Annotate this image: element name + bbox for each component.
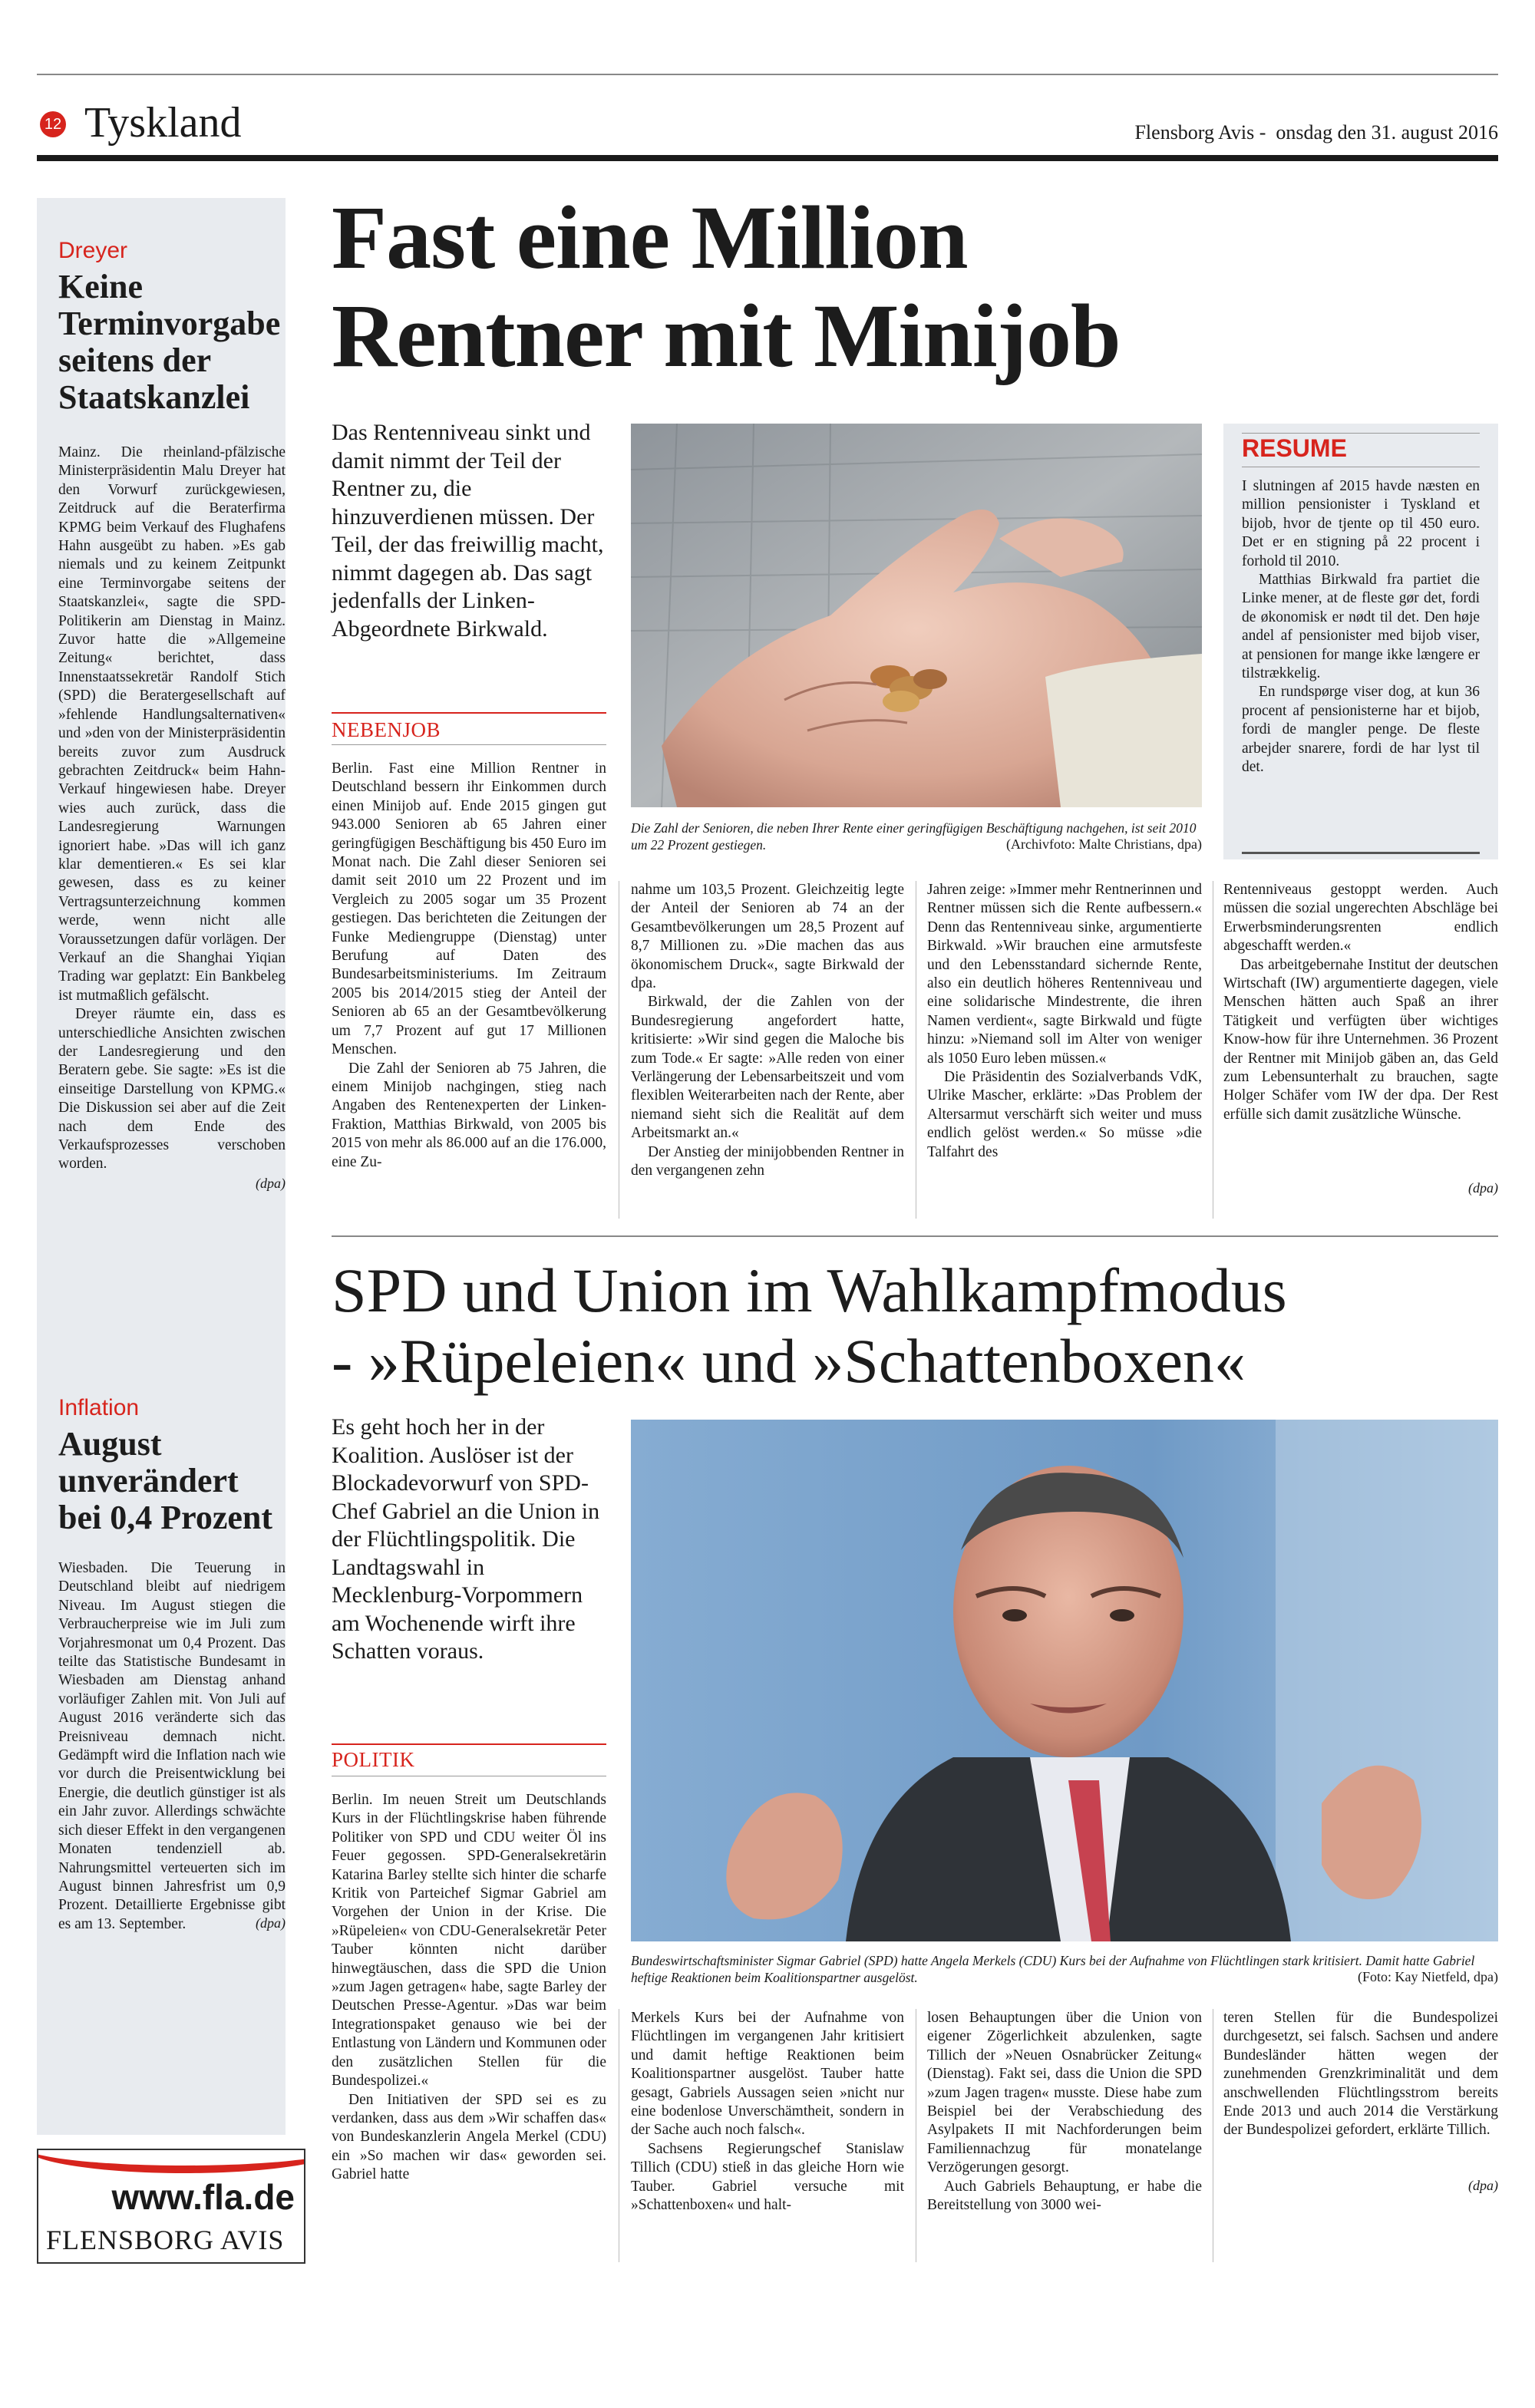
paragraph: Rentenniveaus gestoppt werden. Auch müssen die sozial ungerechten Abschläge bei Erwerbsminderungsrenten endlich abgeschafft werden.« bbox=[1223, 882, 1498, 955]
paragraph: Sachsens Regierungschef Stanislaw Tillich (CDU) stieß in das gleiche Horn wie Tauber. Gabriel versuche mit »Schattenboxen« und halt- bbox=[631, 2140, 904, 2214]
publication-date: Flensborg Avis - onsdag den 31. august 2016 bbox=[1134, 121, 1498, 143]
article-separator bbox=[332, 1235, 1498, 1237]
article1-rubric: NEBENJOB bbox=[332, 718, 441, 741]
page-number-badge bbox=[40, 111, 66, 137]
paragraph: Matthias Birkwald fra partiet die Linke mener, at de fleste gør det, fordi de økonomisk er nødt til det. Den høje andel af pensionister med bijob viser, at pensionen for mange ikke længere er tilstrækkelig. bbox=[1242, 572, 1480, 682]
coins-hand-photo bbox=[631, 424, 1202, 807]
resume-title: RESUME bbox=[1242, 434, 1347, 462]
photo2-caption: Bundeswirtschaftsminister Sigmar Gabriel (SPD) hatte Angela Merkels (CDU) Kurs bei der Aufnahme von Flüchtlingen stark kritisiert. Damit hatte Gabriel heftige Reaktionen beim Koalitionspartner ausgelöst. bbox=[631, 1953, 1475, 1985]
paragraph: Mainz. Die rheinland-pfälzische Ministerpräsidentin Malu Dreyer hat den Vorwurf zurückgewiesen, Zeitdruck auf die Beraterfirma KPMG beim Verkauf des Flughafens Hahn ausgeübt zu haben. »Es gab niemals und zu keinem Zeitpunkt eine Terminvorgabe seitens der Staatskanzlei«, sagte die SPD-Politikerin am Dienstag in Mainz. Zuvor hatte die »Allgemeine Zeitung« berichtet, dass Innenstaatssekretär Randolf Stich (SPD) die Beratergesellschaft auf »fehlende Handlungsalternativen« und »den von der Ministerpräsidentin bereits zuvor zum Ausdruck gebrachten Zeitdruck« beim Hahn-Verkauf hingewiesen habe. Dreyer wies auch zurück, dass die Landesregierung Warnungen ignoriert habe. »Das will ich ganz klar dementieren.« Es sei klar gewesen, dass es zu keiner Vertragsunterzeichnung kommen werde, wenn nicht alle Voraussetzungen dafür vorlägen. Der Verkauf an die Shanghai Yiqian Trading war geplatzt: Ein Bankbeleg ist mutmaßlich gefälscht. bbox=[58, 444, 286, 1004]
headline-line: Rentner mit Minijob bbox=[332, 285, 1121, 386]
paragraph: I slutningen af 2015 havde næsten en million pensionister i Tyskland et bijob, hvor de tjente op til 450 euro. Det er en stigning på 22 procent i forhold til 2010. bbox=[1242, 478, 1480, 569]
article1-col2 bbox=[631, 881, 904, 1181]
resume-bottom-rule bbox=[1242, 852, 1480, 854]
ad-url: www.fla.de bbox=[111, 2177, 295, 2217]
photo2-credit: (Foto: Kay Nietfeld, dpa) bbox=[1358, 1969, 1498, 1984]
article2-credit: (dpa) bbox=[1468, 2178, 1498, 2193]
body-dreyer bbox=[58, 444, 286, 1174]
paragraph: En rundspørge viser dog, at kun 36 procent af pensionisterne har et bijob, fordi de mangler penge. De fleste arbejder snarere, fordi de har lyst til det. bbox=[1242, 684, 1480, 776]
body-inflation bbox=[58, 1559, 286, 1934]
sidebar-article-inflation bbox=[58, 1395, 286, 1931]
paragraph: Den Initiativen der SPD sei es zu verdanken, dass aus dem »Wir schaffen das« von Bundeskanzlerin Angela Merkel (CDU) ein »So machen wir das« geworden sei. Gabriel hatte bbox=[332, 2091, 606, 2183]
headline-line: SPD und Union im Wahlkampfmodus bbox=[332, 1255, 1287, 1325]
paragraph: Wiesbaden. Die Teuerung in Deutschland bleibt auf niedrigem Niveau. Im August stiegen die Verbraucherpreise wie im Juli zum Vorjahresmonat um 0,4 Prozent. Das teilte das Statistische Bundesamt in Wiesbaden am Dienstag anhand vorläufiger Zahlen mit. Von Juli auf August 2016 veränderte sich das Preisniveau demnach nicht. Gedämpft wird die Inflation nach wie vor durch die Preisentwicklung bei Energie, die deutlich günstiger ist als ein Jahr zuvor. Allerdings schwächte sich dieser Effekt in den vergangenen Monaten tendenziell ab. Nahrungsmittel verteuerten sich im August binnen Jahresfrist um 0,9 Prozent. Detaillierte Ergebnisse gibt es am 13. September. bbox=[58, 1560, 286, 1932]
header-rule bbox=[37, 155, 1498, 161]
article1-col4 bbox=[1223, 881, 1498, 1124]
headline-dreyer: Keine Terminvorgabe seitens der Staatskanzlei bbox=[58, 268, 281, 416]
paragraph: Die Präsidentin des Sozialverbands VdK, Ulrike Mascher, erklärte: »Das Problem der Altersarmut verschärft sich weiter und muss endlich gelöst werden.« So müsse »die Talfahrt des bbox=[927, 1069, 1202, 1160]
gabriel-photo bbox=[631, 1420, 1498, 1941]
kicker-dreyer: Dreyer bbox=[58, 238, 128, 263]
credit-dreyer: (dpa) bbox=[256, 1175, 286, 1191]
paragraph: Merkels Kurs bei der Aufnahme von Flüchtlingen im vergangenen Jahr kritisiert und damit heftige Reaktionen beim Koalitionspartner ausgelöst. Tauber hatte gesagt, Gabriels Aussagen seien »nicht nur eine bodenlose Unverschämtheit, sondern in der Sache auch noch falsch«. bbox=[631, 2010, 904, 2139]
ad-swoosh bbox=[37, 2149, 305, 2173]
article1-headline bbox=[332, 189, 1406, 385]
kicker-inflation: Inflation bbox=[58, 1395, 140, 1420]
paragraph: Das arbeitgebernahe Institut der deutschen Wirtschaft (IW) argumentierte dagegen, viele Menschen hätten auch Spaß an ihrer Tätigkeit und verfügten über wichtiges Know-how für ihre Unternehmen. 36 Prozent der Rentner mit Minijob gäben an, das Geld zum Lebensunterhalt zu brauchen, sagte Holger Schäfer vom IW der dpa. Der Rest erfülle sich damit zusätzliche Wünsche. bbox=[1223, 956, 1498, 1123]
paragraph: Dreyer räumte ein, dass es unterschiedliche Ansichten zwischen der Landesregierung und den Beratern gebe. Sie sagte: »Es ist die einseitige Darstellung von KPMG.« Die Diskussion sei aber auf die Zeit nach dem Ende des Verkaufsprozesses verschoben worden. bbox=[58, 1006, 286, 1173]
article2-col2 bbox=[631, 2009, 904, 2215]
resume-top-rule bbox=[1242, 433, 1480, 434]
article2-lead: Es geht hoch her in der Koalition. Auslöser ist der Blockadevorwurf von SPD-Chef Gabriel an die Union in der Flüchtlingspolitik. Die Landtagswahl in Mecklenburg-Vorpommern am Wochenende wirft ihre Schatten voraus. bbox=[332, 1414, 600, 1664]
paragraph: Auch Gabriels Behauptung, er habe die Bereitstellung von 3000 wei- bbox=[927, 2178, 1202, 2214]
paragraph: Birkwald, der die Zahlen von der Bundesregierung angefordert hatte, kritisierte: »Wir sind gegen die Maloche bis zum Tode.« Er sagte: »Alle reden von einer Verlängerung der Lebensarbeitszeit und vom flexiblen Weiterarbeiten nach der Rente, aber niemand sieht sich die Realität auf dem Arbeitsmarkt an.« bbox=[631, 994, 904, 1142]
paragraph: losen Behauptungen über die Union von eigener Zögerlichkeit abzulenken, sagte Tillich der »Neuen Osnabrücker Zeitung« (Dienstag). Fakt sei, dass die Union die SPD »zum Jagen tragen« musste. Diese habe zum Beispiel bei der Verabschiedung des Asylpakets II mit Nachforderungen beim Familiennachzug für monatelange Verzögerungen gesorgt. bbox=[927, 2010, 1202, 2176]
rubric-rule-bottom bbox=[332, 744, 606, 745]
paragraph: Jahren zeige: »Immer mehr Rentnerinnen und Rentner müssen sich die Rente aufbessern.« Denn das Rentenniveau sinke, argumentierte Birkwald. »Wir brauchen eine armutsfeste und den Lebensstandard sichernde Rente, also ein deutlich höheres Rentenniveau und eine solidarische Mindestrente, die ihren Namen verdient«, sagte Birkwald und fügte hinzu: »Niemand soll im Alter von weniger als 1050 Euro leben müssen.« bbox=[927, 882, 1202, 1067]
ad-box[interactable] bbox=[37, 2149, 305, 2264]
article2-col1 bbox=[332, 1791, 606, 2185]
photo1-caption: Die Zahl der Senioren, die neben Ihrer Rente einer geringfügigen Beschäftigung nachgehen, ist seit 2010 um 22 Prozent gestiegen. bbox=[631, 820, 1197, 853]
top-rule bbox=[37, 74, 1498, 75]
article1-col1 bbox=[332, 760, 606, 1172]
coins-hand-illustration bbox=[631, 424, 1202, 807]
rubric-rule bbox=[332, 712, 606, 714]
section-title: Tyskland bbox=[84, 99, 242, 147]
headline-line: - »Rüpeleien« und »Schattenboxen« bbox=[332, 1326, 1246, 1396]
photo1-credit: (Archivfoto: Malte Christians, dpa) bbox=[1006, 836, 1202, 852]
paragraph: Die Zahl der Senioren ab 75 Jahren, die einem Minijob nachgingen, stieg nach Angaben des Rentenexperten der Linken-Fraktion, Matthias Birkwald, von 2005 bis 2015 von mehr als 86.000 auf an die 176.000, eine Zu- bbox=[332, 1060, 606, 1170]
article2-headline bbox=[332, 1255, 1498, 1397]
ad-brand: FLENSBORG AVIS bbox=[46, 2225, 285, 2255]
paragraph: Der Anstieg der minijobbenden Rentner in den vergangenen zehn bbox=[631, 1143, 904, 1179]
article2-col3 bbox=[927, 2009, 1202, 2215]
article2-col4 bbox=[1223, 2009, 1498, 2140]
article2-rubric: POLITIK bbox=[332, 1748, 415, 1771]
sidebar-article-dreyer bbox=[58, 238, 286, 1192]
credit-inflation: (dpa) bbox=[256, 1915, 286, 1931]
article1-lead: Das Rentenniveau sinkt und damit nimmt der Teil der Rentner zu, die hinzuverdienen müssen. Der Teil, der das freiwillig macht, nimmt dagegen ab. Das sagt jedenfalls der Linken-Abgeordnete Birkwald. bbox=[332, 420, 604, 642]
resume-body bbox=[1242, 477, 1480, 777]
article1-credit: (dpa) bbox=[1468, 1180, 1498, 1196]
page-number: 12 bbox=[44, 116, 62, 133]
headline-line: Fast eine Million bbox=[332, 187, 968, 288]
headline-inflation: August unverändert bei 0,4 Prozent bbox=[58, 1425, 273, 1536]
article1-col3 bbox=[927, 881, 1202, 1162]
speaker-illustration bbox=[631, 1420, 1498, 1941]
paragraph: nahme um 103,5 Prozent. Gleichzeitig legte der Anteil der Senioren ab 74 an der Gesamtbevölkerungen um 28,5 Prozent auf 8,7 Millionen zu. »Die machen das aus ökonomischem Druck«, sagte Birkwald der dpa. bbox=[631, 882, 904, 992]
paragraph: Berlin. Fast eine Million Rentner in Deutschland bessern ihr Einkommen durch einen Minijob auf. Ende 2015 gingen gut 943.000 Senioren ab 65 Jahren einer geringfügigen Beschäftigung bis 450 Euro im Monat nach. Die Zahl dieser Senioren sei damit seit 2010 um 22 Prozent und im Vergleich zu 2005 sogar um 35 Prozent gestiegen. Das berichteten die Zeitungen der Funke Mediengruppe (Dienstag) unter Berufung auf Daten des Bundesarbeitsministeriums. Im Zeitraum 2005 bis 2014/2015 stieg der Anteil der Senioren ab 65 an der Gesamtbevölkerung um 7,7 Prozent auf gut 17 Millionen Menschen. bbox=[332, 760, 606, 1058]
rubric-rule bbox=[332, 1743, 606, 1745]
paragraph: teren Stellen für die Bundespolizei durchgesetzt, sei falsch. Sachsen und andere Bundesländer hätten wegen der zunehmenden Grenzkriminalität und dem anschwellenden Flüchtlingsstrom bereits Ende 2013 und auch 2014 die Verstärkung der Bundespolizei gefordert, erklärte Tillich. bbox=[1223, 2010, 1498, 2139]
paragraph: Berlin. Im neuen Streit um Deutschlands Kurs in der Flüchtlingskrise haben führende Politiker von SPD und CDU weiter Öl ins Feuer gegossen. SPD-Generalsekretärin Katarina Barley stellte sich hinter die scharfe Kritik von Parteichef Sigmar Gabriel am Vorgehen der Union in der Krise. Die »Rüpeleien« von CDU-Generalsekretär Peter Tauber könnten nicht darüber hinwegtäuschen, dass die SPD die Union »zum Jagen getragen« habe, sagte Barley der Deutschen Presse-Agentur. »Das war beim Integrationspaket genauso wie bei der Entlastung von Ländern und Kommunen oder den zusätzlichen Stellen für die Bundespolizei.« bbox=[332, 1792, 606, 2090]
